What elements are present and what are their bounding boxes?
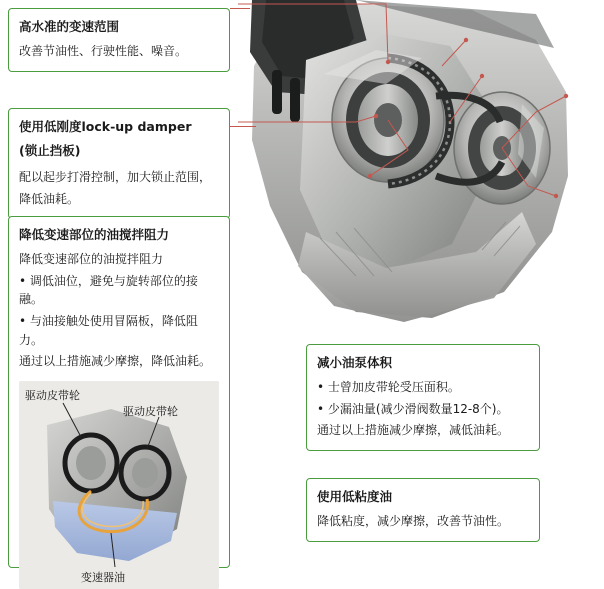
callout-lockup-damper — [8, 108, 230, 219]
callout-oil-stir-bullet-1: • 调低油位，避免与旋转部位的接融。 — [19, 273, 198, 307]
callout-speed-range — [8, 8, 230, 72]
callout-lockup-title-line1: 使用低刚度lock-up damper — [19, 119, 192, 134]
callout-low-viscosity-title: 使用低粘度油 — [317, 489, 393, 504]
callout-oil-stir-bullet-2: • 与油接触处使用冒隔板，降低阻力。 — [19, 313, 198, 347]
callout-oil-pump-footer: 通过以上措施减少摩擦，减低油耗。 — [317, 423, 510, 438]
callout-lockup-line-2: 降低油耗。 — [19, 191, 80, 206]
callout-oil-pump-bullet-2: • 少漏油量(减少滑阀数量12-8个)。 — [317, 401, 509, 416]
callout-oil-stir-line-1: 降低变速部位的油搅拌阻力 — [19, 252, 164, 267]
connector-lockup — [230, 126, 256, 127]
callout-low-viscosity-oil — [306, 478, 540, 542]
callout-oil-stir-footer: 通过以上措施减少摩擦，降低油耗。 — [19, 354, 212, 369]
inset-caption-bottom: 变速器油 — [81, 570, 125, 584]
callout-oil-pump — [306, 344, 540, 451]
inset-caption-right: 驱动皮带轮 — [123, 404, 178, 418]
connector-speed-range — [230, 8, 250, 9]
callout-oil-stir-title: 降低变速部位的油搅拌阻力 — [19, 227, 170, 242]
callout-speed-range-line-1: 改善节油性、行驶性能、噪音。 — [19, 44, 188, 59]
transmission-photo — [236, 0, 604, 340]
callout-oil-stir — [8, 216, 230, 584]
callout-low-viscosity-line-1: 降低粘度，减少摩擦，改善节油性。 — [317, 514, 510, 529]
inset-caption-left: 驱动皮带轮 — [25, 388, 80, 402]
callout-oil-pump-title: 减小油泵体积 — [317, 355, 393, 370]
pointer-lines — [236, 0, 604, 340]
callout-lockup-line-1: 配以起步打滑控制，加大锁止范围， — [19, 170, 212, 185]
callout-oil-pump-bullet-1: • 士曾加皮带轮受压面积。 — [317, 380, 460, 395]
pulley-inset-image — [19, 381, 219, 589]
pulley-inset-illustration — [19, 381, 219, 589]
callout-lockup-title-line2: (锁止挡板) — [19, 143, 81, 159]
callout-speed-range-title: 高水准的变速范围 — [19, 19, 120, 34]
